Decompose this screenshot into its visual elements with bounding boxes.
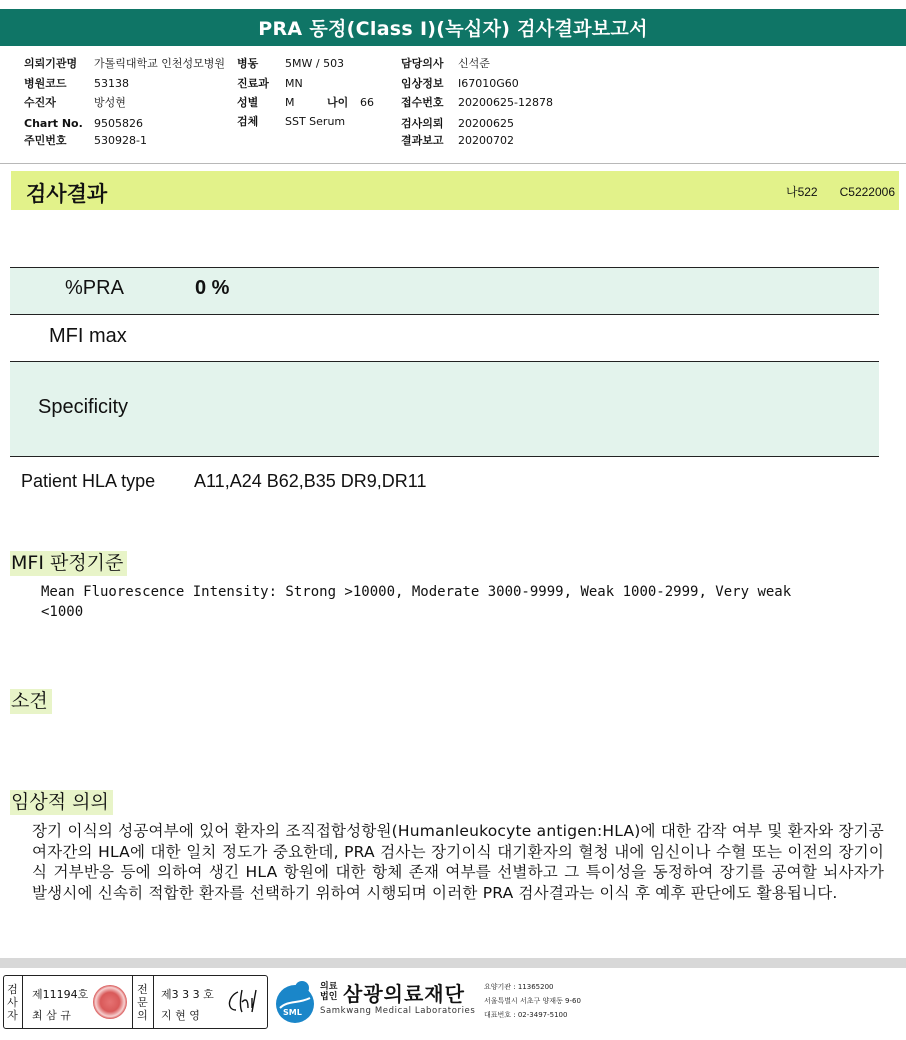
divider bbox=[22, 976, 23, 1028]
specialist-label: 전문의 bbox=[137, 983, 148, 1022]
hospital-code-label: 병원코드 bbox=[24, 77, 67, 90]
specimen-label: 검체 bbox=[237, 115, 259, 128]
corp-label-2: 법인 bbox=[320, 992, 338, 1002]
signature-box bbox=[3, 975, 268, 1029]
tester-name: 최 삼 규 bbox=[32, 1009, 71, 1022]
receipt-no-value: 20200625-12878 bbox=[458, 96, 553, 109]
report-date-value: 20200702 bbox=[458, 134, 514, 147]
patient-value: 방성현 bbox=[94, 96, 126, 109]
report-date-label: 결과보고 bbox=[401, 134, 444, 147]
logo-text: SML bbox=[283, 1008, 302, 1017]
ward-value: 5MW / 503 bbox=[285, 57, 345, 70]
table-rule bbox=[10, 267, 879, 268]
hla-type-label: Patient HLA type bbox=[21, 471, 156, 491]
divider bbox=[153, 976, 154, 1028]
age-label: 나이 bbox=[327, 96, 349, 109]
result-codes bbox=[764, 183, 895, 200]
mfi-criteria-line-2: <1000 bbox=[41, 604, 84, 620]
header-row-hospital-code bbox=[24, 77, 129, 90]
age-value: 66 bbox=[360, 96, 374, 109]
table-rule bbox=[10, 361, 879, 362]
header-row-patient bbox=[24, 96, 126, 109]
request-date-label: 검사의뢰 bbox=[401, 117, 444, 130]
header-row-report-date bbox=[401, 134, 514, 147]
institution-label: 의뢰기관명 bbox=[24, 57, 78, 70]
sml-logo-icon bbox=[272, 978, 318, 1024]
mfi-criteria-line-1: Mean Fluorescence Intensity: Strong >10000, Moderate 3000-9999, Weak 1000-2999, Very weak bbox=[41, 584, 792, 600]
pra-value: 0 % bbox=[195, 277, 230, 299]
clinical-heading: 임상적 의의 bbox=[10, 790, 113, 815]
specialist-name: 지 현 영 bbox=[161, 1009, 200, 1022]
resident-no-value: 530928-1 bbox=[94, 134, 147, 147]
company-code: 요양기관 : 11365200 bbox=[484, 983, 554, 991]
pra-label: %PRA bbox=[65, 277, 124, 299]
specialist-signature bbox=[224, 986, 264, 1018]
header-row-clinical-info bbox=[401, 77, 519, 90]
hospital-code-value: 53138 bbox=[94, 77, 129, 90]
department-value: MN bbox=[285, 77, 303, 90]
company-address: 서울특별시 서초구 양재동 9-60 bbox=[484, 997, 581, 1005]
resident-no-label: 주민번호 bbox=[24, 134, 67, 147]
header-row-receipt-no bbox=[401, 96, 553, 109]
ward-label: 병동 bbox=[237, 57, 259, 70]
request-date-value: 20200625 bbox=[458, 117, 514, 130]
company-phone: 대표번호 : 02-3497-5100 bbox=[484, 1011, 568, 1019]
header-row-chart bbox=[24, 117, 143, 130]
mfi-criteria-heading: MFI 판정기준 bbox=[10, 551, 127, 576]
tester-license: 제11194호 bbox=[32, 988, 89, 1001]
company-name: 삼광의료재단 bbox=[343, 982, 465, 1006]
header-row-specimen bbox=[237, 115, 345, 128]
sex-label: 성별 bbox=[237, 96, 259, 109]
header-row-doctor bbox=[401, 57, 490, 70]
company-english-name: Samkwang Medical Laboratories bbox=[320, 1006, 476, 1016]
patient-label: 수진자 bbox=[24, 96, 56, 109]
result-bar bbox=[11, 171, 899, 210]
specificity-row bbox=[10, 362, 879, 456]
institution-value: 가톨릭대학교 인천성모병원 bbox=[94, 57, 226, 70]
result-code-2: C5222006 bbox=[839, 185, 895, 199]
header-row-department bbox=[237, 77, 303, 90]
clinical-text: 장기 이식의 성공여부에 있어 환자의 조직접합성항원(Humanleukocyte antigen:HLA)에 대한 감작 여부 및 환자와 장기공여자간의 HLA에 대한 일치 정도가 중요한데, PRA 검사는 장기이식 대기환자의 혈청 내에 임신이나 수혈 또는 이전의 장기이식 거부반응 등에 의하여 생긴 HLA 항원에 대한 항체 존재 여부를 선별하고 그 특이성을 동정하여 장기를 공여할 뇌사자가 발생시에 신속히 적합한 환자를 선택하기 위하여 시행되며 이러한 PRA 검사결과는 이식 후 예후 판단에도 활용됩니다. bbox=[32, 822, 884, 902]
sex-value: M bbox=[285, 96, 295, 109]
table-rule bbox=[10, 314, 879, 315]
tester-label: 검사자 bbox=[7, 983, 18, 1022]
official-seal bbox=[93, 985, 127, 1019]
corp-label-1: 의료 bbox=[320, 982, 338, 992]
receipt-no-label: 접수번호 bbox=[401, 96, 444, 109]
header-row-institution bbox=[24, 57, 225, 70]
header-row-ward bbox=[237, 57, 344, 70]
clinical-info-value: I67010G60 bbox=[458, 77, 519, 90]
opinion-heading: 소견 bbox=[10, 689, 52, 714]
pra-row bbox=[10, 268, 879, 314]
hla-type-value: A11,A24 B62,B35 DR9,DR11 bbox=[194, 471, 427, 491]
header-row-resident-no bbox=[24, 134, 147, 147]
report-title: PRA 동정(Class I)(녹십자) 검사결과보고서 bbox=[0, 9, 906, 46]
clinical-info-label: 임상정보 bbox=[401, 77, 444, 90]
doctor-label: 담당의사 bbox=[401, 57, 444, 70]
divider bbox=[132, 976, 133, 1028]
table-rule bbox=[10, 456, 879, 457]
header-row-sex-age bbox=[237, 96, 374, 109]
specialist-license: 제3 3 3 호 bbox=[161, 988, 214, 1001]
chart-no-label: Chart No. bbox=[24, 117, 83, 130]
specificity-label: Specificity bbox=[38, 396, 129, 418]
result-code-1: 나522 bbox=[785, 185, 818, 199]
footer-separator bbox=[0, 958, 906, 968]
department-label: 진료과 bbox=[237, 77, 269, 90]
header-row-request-date bbox=[401, 117, 514, 130]
result-title: 검사결과 bbox=[26, 182, 108, 206]
specimen-value: SST Serum bbox=[285, 115, 346, 128]
header-divider bbox=[0, 163, 906, 164]
mfi-max-label: MFI max bbox=[49, 325, 127, 347]
corp-label bbox=[320, 982, 337, 1002]
chart-no-value: 9505826 bbox=[94, 117, 143, 130]
doctor-value: 신석준 bbox=[458, 57, 490, 70]
